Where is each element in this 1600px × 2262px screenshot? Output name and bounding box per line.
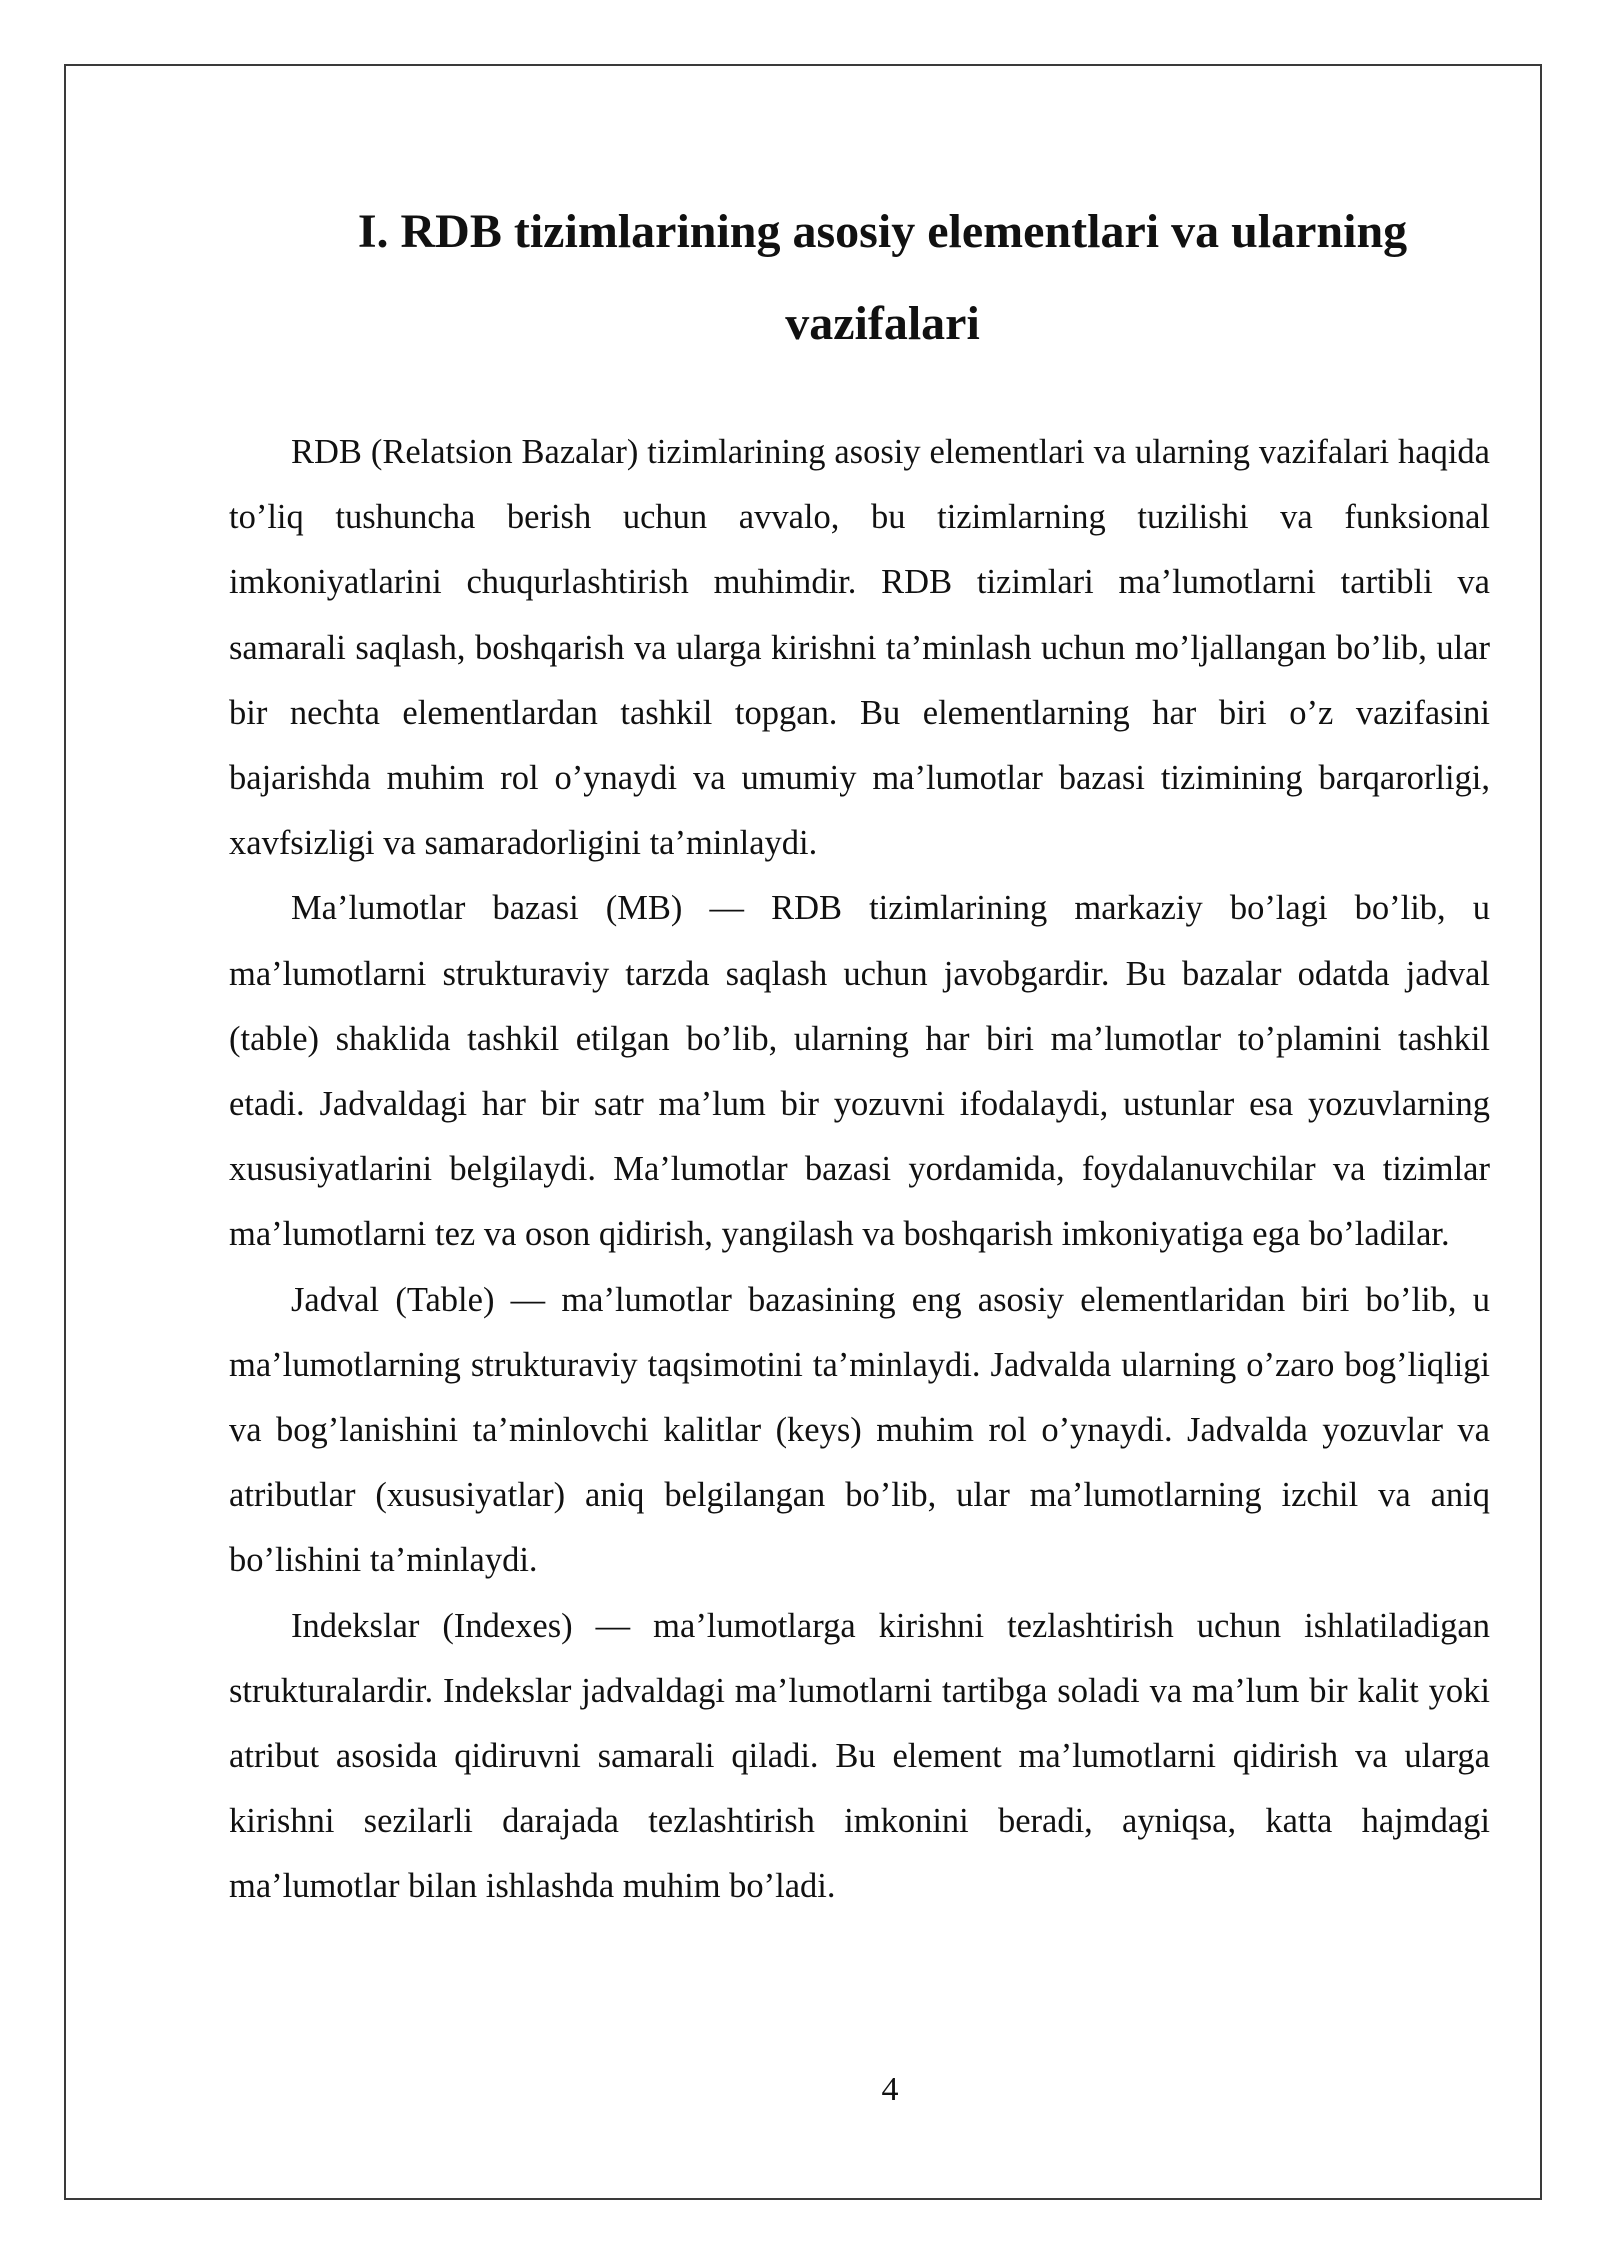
page-number: 4 bbox=[881, 2071, 899, 2108]
paragraph-intro: RDB (Relatsion Bazalar) tizimlarining asosiy elementlari va ularning vazifalari haqida to’liq tushuncha berish uchun avvalo, bu tizimlarning tuzilishi va funksional imkoniyatlarini chuqurlashtirish muhimdir. RDB tizimlari ma’lumotlarni tartibli va samarali saqlash, boshqarish va ularga kirishni ta’minlash uchun mo’ljallangan bo’lib, ular bir nechta elementlardan tashkil topgan. Bu elementlarning har biri o’z vazifasini bajarishda muhim rol o’ynaydi va umumiy ma’lumotlar bazasi tizimining barqarorligi, xavfsizligi va samaradorligini ta’minlaydi. bbox=[229, 433, 1490, 863]
body-text bbox=[229, 420, 1490, 1920]
paragraph-database: Ma’lumotlar bazasi (MB) — RDB tizimlarining markaziy bo’lagi bo’lib, u ma’lumotlarni strukturaviy tarzda saqlash uchun javobgardir. Bu bazalar odatda jadval (table) shaklida tashkil etilgan bo’lib, ularning har biri ma’lumotlar to’plamini tashkil etadi. Jadvaldagi har bir satr ma’lum bir yozuvni ifodalaydi, ustunlar esa yozuvlarning xususiyatlarini belgilaydi. Ma’lumotlar bazasi yordamida, foydalanuvchilar va tizimlar ma’lumotlarni tez va oson qidirish, yangilash va boshqarish imkoniyatiga ega bo’ladilar. bbox=[229, 889, 1490, 1254]
page-content bbox=[229, 186, 1490, 1920]
paragraph-table: Jadval (Table) — ma’lumotlar bazasining eng asosiy elementlaridan biri bo’lib, u ma’lumotlarning strukturaviy taqsimotini ta’minlaydi. Jadvalda ularning o’zaro bog’liqligi va bog’lanishini ta’minlovchi kalitlar (keys) muhim rol o’ynaydi. Jadvalda yozuvlar va atributlar (xususiyatlar) aniq belgilangan bo’lib, ular ma’lumotlarning izchil va aniq bo’lishini ta’minlaydi. bbox=[229, 1280, 1490, 1580]
section-title: I. RDB tizimlarining asosiy elementlari va ularning vazifalari bbox=[357, 205, 1408, 350]
paragraph-indexes: Indekslar (Indexes) — ma’lumotlarga kirishni tezlashtirish uchun ishlatiladigan strukturalardir. Indekslar jadvaldagi ma’lumotlarni tartibga soladi va ma’lum bir kalit yoki atribut asosida qidiruvni samarali qiladi. Bu element ma’lumotlarni qidirish va ularga kirishni sezilarli darajada tezlashtirish imkonini beradi, ayniqsa, katta hajmdagi ma’lumotlar bilan ishlashda muhim bo’ladi. bbox=[229, 1606, 1490, 1906]
